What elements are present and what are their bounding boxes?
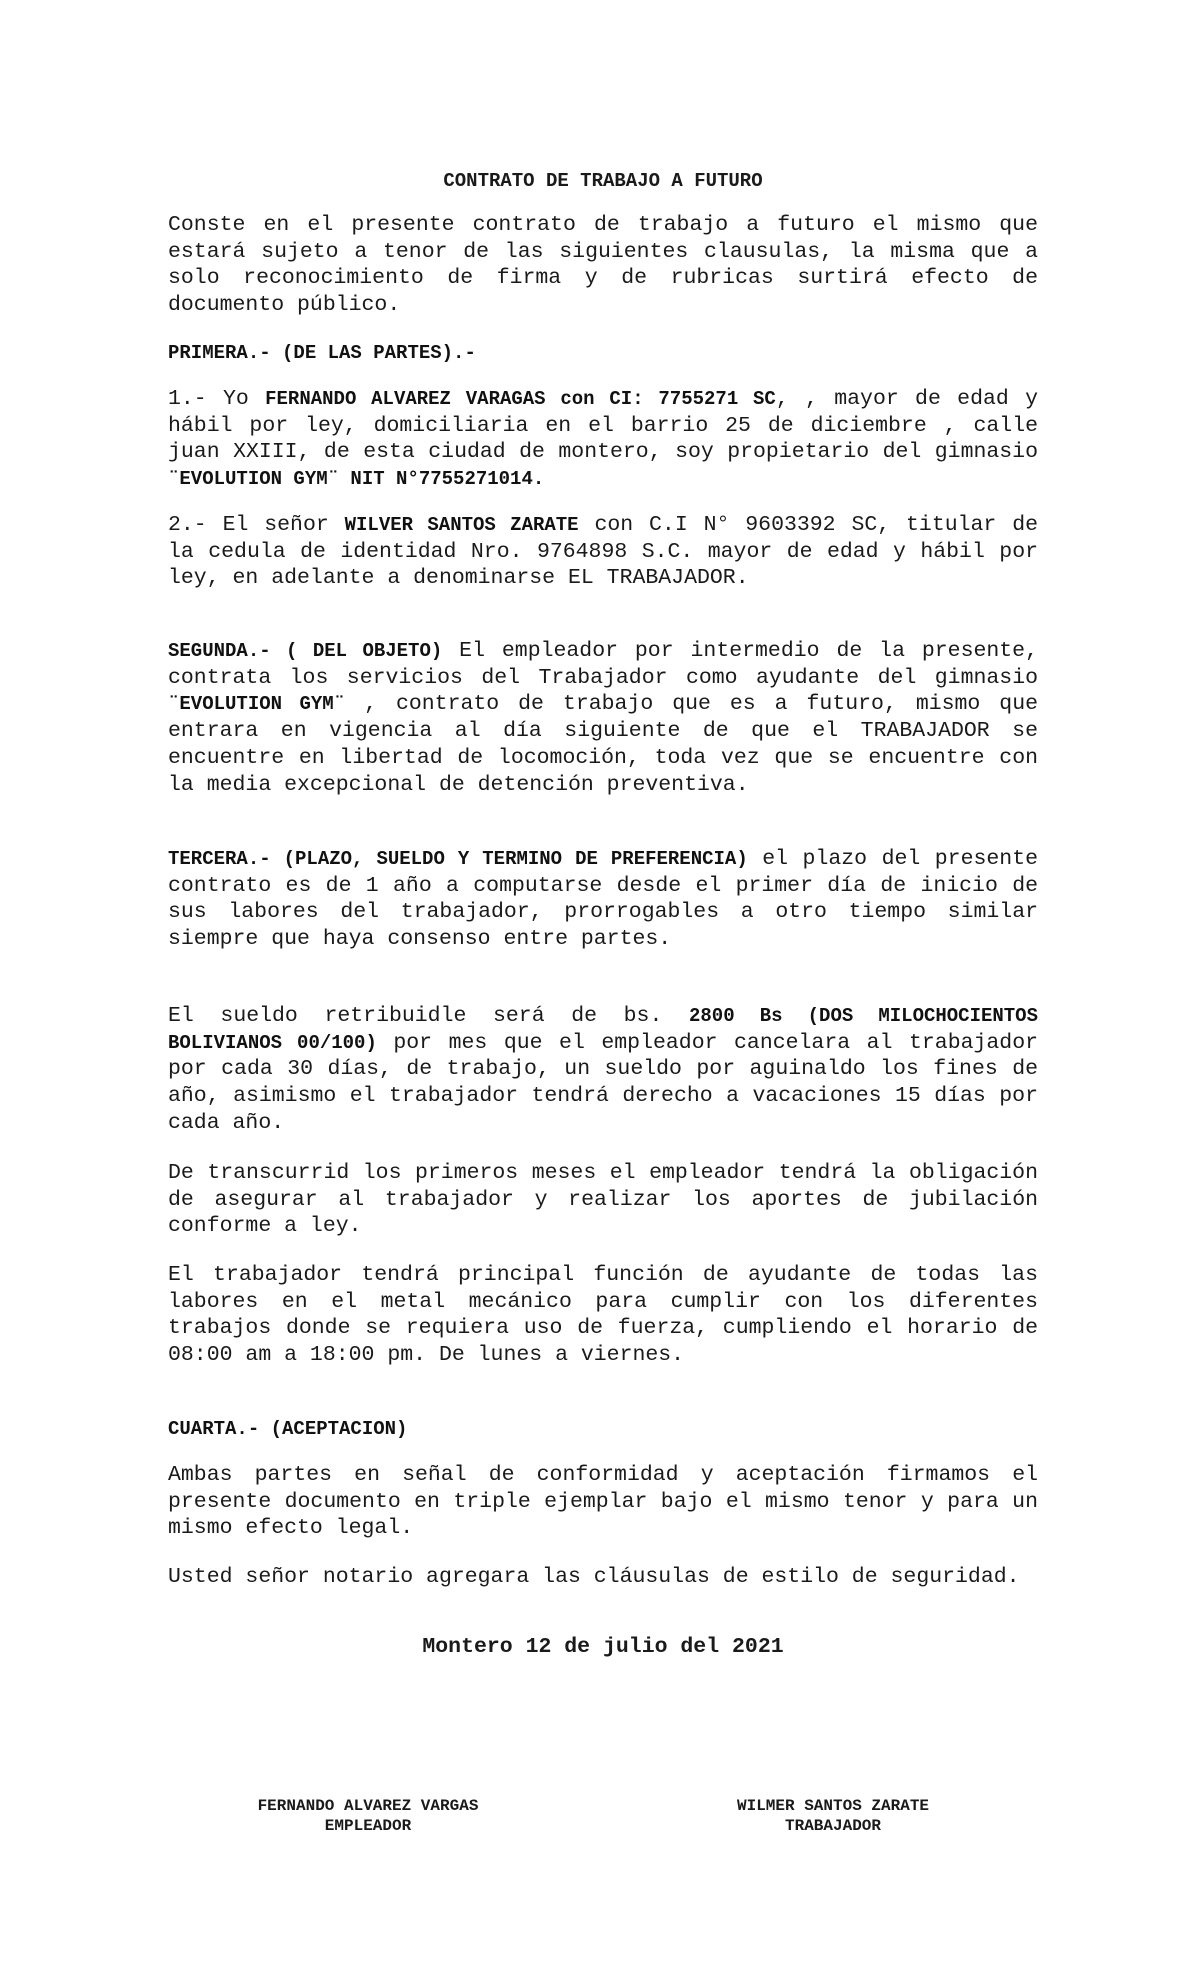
signature-worker-name: WILMER SANTOS ZARATE <box>736 1797 930 1815</box>
cuarta-heading: CUARTA.- (ACEPTACION) <box>168 1418 408 1440</box>
party-2-text: con C.I N° 9603392 SC, titular de la cedula de identidad Nro. 9764898 S.C. mayor de edad y hábil por ley, en adelante a denominarse EL TRABAJADOR. <box>168 513 1039 591</box>
tercera-clause <box>168 846 1038 953</box>
party-1-text: , , mayor de edad y hábil por ley, domiciliaria en el barrio 25 de diciembre , calle juan XXIII, de esta ciudad de montero, soy propietario del gimnasio <box>168 387 1038 465</box>
sueldo-amount: 2800 Bs (DOS MILOCHOCIENTOS BOLIVIANOS 00/100) <box>168 1005 1038 1054</box>
segunda-clause <box>168 638 1038 798</box>
document-date: Montero 12 de julio del 2021 <box>422 1635 784 1659</box>
jubilacion-paragraph: De transcurrid los primeros meses el empleador tendrá la obligación de asegurar al trabajador y realizar los aportes de jubilación conforme a ley. <box>168 1161 1038 1239</box>
segunda-heading: SEGUNDA.- ( DEL OBJETO) <box>168 640 443 662</box>
sueldo-paragraph <box>168 1003 1038 1137</box>
signature-worker-role: TRABAJADOR <box>784 1817 881 1835</box>
segunda-text-a: El empleador por intermedio de la presente, contrata los servicios del Trabajador como ayudante del gimnasio <box>168 639 1038 690</box>
employer-name: FERNANDO ALVAREZ VARAGAS con CI: 7755271 SC <box>265 388 776 410</box>
primera-heading: PRIMERA.- (DE LAS PARTES).- <box>168 342 476 364</box>
tercera-text: el plazo del presente contrato es de 1 año a computarse desde el primer día de inicio de sus labores del trabajador, prorrogables a otro tiempo similar siempre que haya consenso entre partes. <box>168 847 1038 952</box>
segunda-text-b: , contrato de trabajo que es a futuro, mismo que entrara en vigencia al día siguiente de que el TRABAJADOR se encuentre en libertad de locomoción, toda vez que se encuentre con la media excepcional de detención preventiva. <box>168 692 1039 797</box>
sueldo-text: por mes que el empleador cancelara al trabajador por cada 30 días, de trabajo, un sueldo por aguinaldo los fines de año, asimismo el trabajador tendrá derecho a vacaciones 15 días por cada año. <box>168 1030 1039 1135</box>
signature-employer-role: EMPLEADOR <box>324 1817 412 1835</box>
funcion-paragraph: El trabajador tendrá principal función de ayudante de todas las labores en el metal mecánico para cumplir con los diferentes trabajos donde se requiera uso de fuerza, cumpliendo el horario de 08:00 am a 18:00 pm. De lunes a viernes. <box>168 1263 1038 1368</box>
gym-name-nit: ¨EVOLUTION GYM¨ NIT N°7755271014. <box>168 468 545 491</box>
signature-worker <box>663 1796 1003 1836</box>
worker-name: WILVER SANTOS ZARATE <box>344 514 579 536</box>
sueldo-prefix: El sueldo retribuidle será de bs. <box>168 1004 689 1028</box>
document-title: CONTRATO DE TRABAJO A FUTURO <box>443 170 763 192</box>
tercera-heading: TERCERA.- (PLAZO, SUELDO Y TERMINO DE PREFERENCIA) <box>168 848 748 870</box>
signature-employer-name: FERNANDO ALVAREZ VARGAS <box>257 1797 479 1815</box>
cuarta-paragraph-2: Usted señor notario agregara las cláusulas de estilo de seguridad. <box>168 1565 1020 1589</box>
party-2-prefix: 2.- El señor <box>168 513 345 537</box>
segunda-gym-name: ¨EVOLUTION GYM¨ <box>168 693 346 716</box>
party-1-prefix: 1.- Yo <box>168 387 266 411</box>
cuarta-paragraph-1: Ambas partes en señal de conformidad y aceptación firmamos el presente documento en triple ejemplar bajo el mismo tenor y para un mismo efecto legal. <box>168 1463 1038 1541</box>
primera-party-2 <box>168 512 1038 592</box>
primera-party-1 <box>168 386 1038 493</box>
intro-paragraph: Conste en el presente contrato de trabajo a futuro el mismo que estará sujeto a tenor de las siguientes clausulas, la misma que a solo reconocimiento de firma y de rubricas surtirá efecto de documento público. <box>168 213 1038 318</box>
signature-employer <box>198 1796 538 1836</box>
